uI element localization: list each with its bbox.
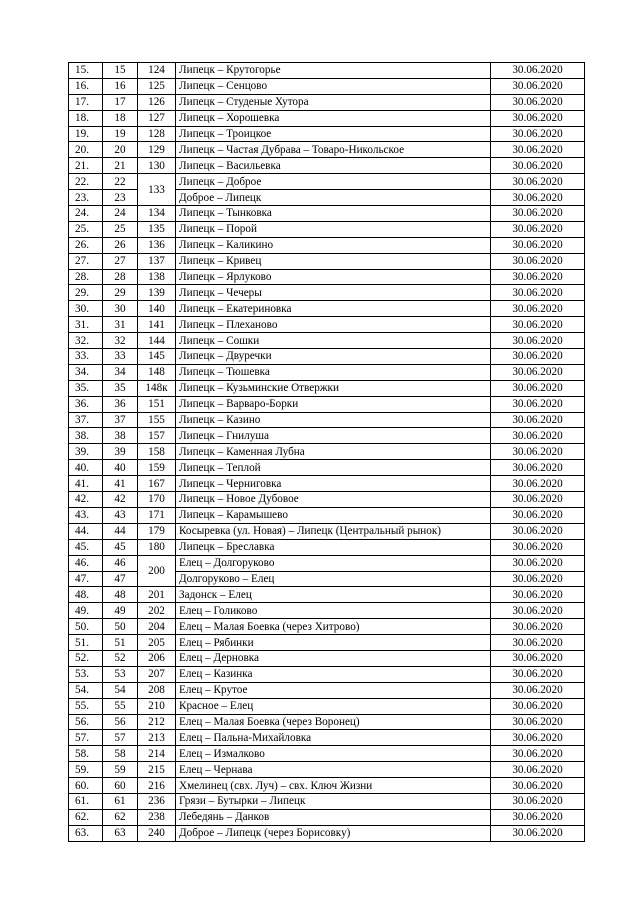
table-row	[69, 412, 585, 428]
route-name-cell: Липецк – Ярлуково	[176, 269, 491, 285]
date-cell: 30.06.2020	[491, 793, 585, 809]
row-number-cell: 18.	[69, 110, 103, 126]
row-number-cell: 63.	[69, 825, 103, 841]
date-cell: 30.06.2020	[491, 492, 585, 508]
route-number-cell: 216	[138, 778, 176, 794]
route-number-cell: 135	[138, 221, 176, 237]
routes-table	[68, 62, 585, 842]
table-row	[69, 364, 585, 380]
table-row	[69, 746, 585, 762]
date-cell: 30.06.2020	[491, 587, 585, 603]
ordinal-cell: 35	[103, 380, 138, 396]
route-name-cell: Елец – Рябинки	[176, 635, 491, 651]
ordinal-cell: 58	[103, 746, 138, 762]
table-row	[69, 507, 585, 523]
table-row	[69, 650, 585, 666]
table-row	[69, 778, 585, 794]
row-number-cell: 33.	[69, 349, 103, 365]
ordinal-cell: 19	[103, 126, 138, 142]
ordinal-cell: 57	[103, 730, 138, 746]
route-number-cell: 200	[138, 555, 176, 587]
route-name-cell: Липецк – Екатериновка	[176, 301, 491, 317]
date-cell: 30.06.2020	[491, 78, 585, 94]
date-cell: 30.06.2020	[491, 825, 585, 841]
row-number-cell: 53.	[69, 666, 103, 682]
ordinal-cell: 50	[103, 619, 138, 635]
row-number-cell: 59.	[69, 762, 103, 778]
ordinal-cell: 31	[103, 317, 138, 333]
ordinal-cell: 41	[103, 476, 138, 492]
date-cell: 30.06.2020	[491, 523, 585, 539]
ordinal-cell: 32	[103, 333, 138, 349]
date-cell: 30.06.2020	[491, 317, 585, 333]
table-row	[69, 635, 585, 651]
ordinal-cell: 60	[103, 778, 138, 794]
table-row	[69, 269, 585, 285]
route-name-cell: Елец – Измалково	[176, 746, 491, 762]
ordinal-cell: 48	[103, 587, 138, 603]
route-number-cell: 201	[138, 587, 176, 603]
date-cell: 30.06.2020	[491, 682, 585, 698]
row-number-cell: 40.	[69, 460, 103, 476]
ordinal-cell: 52	[103, 650, 138, 666]
row-number-cell: 26.	[69, 237, 103, 253]
row-number-cell: 24.	[69, 206, 103, 222]
row-number-cell: 57.	[69, 730, 103, 746]
route-name-cell: Липецк – Новое Дубовое	[176, 492, 491, 508]
route-number-cell: 157	[138, 428, 176, 444]
route-number-cell: 138	[138, 269, 176, 285]
route-number-cell: 125	[138, 78, 176, 94]
route-name-cell: Липецк – Доброе	[176, 174, 491, 190]
date-cell: 30.06.2020	[491, 476, 585, 492]
route-number-cell: 151	[138, 396, 176, 412]
date-cell: 30.06.2020	[491, 126, 585, 142]
date-cell: 30.06.2020	[491, 285, 585, 301]
route-name-cell: Липецк – Двуречки	[176, 349, 491, 365]
table-row	[69, 253, 585, 269]
row-number-cell: 39.	[69, 444, 103, 460]
row-number-cell: 41.	[69, 476, 103, 492]
ordinal-cell: 39	[103, 444, 138, 460]
route-name-cell: Хмелинец (свх. Луч) – свх. Ключ Жизни	[176, 778, 491, 794]
route-name-cell: Елец – Чернава	[176, 762, 491, 778]
route-name-cell: Липецк – Каменная Лубна	[176, 444, 491, 460]
route-name-cell: Елец – Пальна-Михайловка	[176, 730, 491, 746]
ordinal-cell: 37	[103, 412, 138, 428]
route-number-cell: 213	[138, 730, 176, 746]
row-number-cell: 55.	[69, 698, 103, 714]
route-number-cell: 171	[138, 507, 176, 523]
route-name-cell: Липецк – Троицкое	[176, 126, 491, 142]
route-number-cell: 205	[138, 635, 176, 651]
ordinal-cell: 61	[103, 793, 138, 809]
table-row	[69, 523, 585, 539]
row-number-cell: 34.	[69, 364, 103, 380]
ordinal-cell: 63	[103, 825, 138, 841]
table-row	[69, 158, 585, 174]
route-name-cell: Доброе – Липецк (через Борисовку)	[176, 825, 491, 841]
ordinal-cell: 18	[103, 110, 138, 126]
ordinal-cell: 16	[103, 78, 138, 94]
row-number-cell: 38.	[69, 428, 103, 444]
row-number-cell: 61.	[69, 793, 103, 809]
ordinal-cell: 51	[103, 635, 138, 651]
table-row	[69, 825, 585, 841]
route-name-cell: Елец – Голиково	[176, 603, 491, 619]
route-number-cell: 208	[138, 682, 176, 698]
table-row	[69, 221, 585, 237]
route-name-cell: Липецк – Каликино	[176, 237, 491, 253]
route-number-cell: 240	[138, 825, 176, 841]
route-name-cell: Липецк – Крутогорье	[176, 63, 491, 79]
date-cell: 30.06.2020	[491, 142, 585, 158]
row-number-cell: 42.	[69, 492, 103, 508]
row-number-cell: 32.	[69, 333, 103, 349]
table-row	[69, 603, 585, 619]
ordinal-cell: 47	[103, 571, 138, 587]
ordinal-cell: 46	[103, 555, 138, 571]
table-row	[69, 809, 585, 825]
route-name-cell: Долгоруково – Елец	[176, 571, 491, 587]
route-name-cell: Липецк – Кривец	[176, 253, 491, 269]
route-name-cell: Липецк – Сенцово	[176, 78, 491, 94]
date-cell: 30.06.2020	[491, 301, 585, 317]
date-cell: 30.06.2020	[491, 666, 585, 682]
date-cell: 30.06.2020	[491, 396, 585, 412]
table-row	[69, 492, 585, 508]
date-cell: 30.06.2020	[491, 762, 585, 778]
routes-table-body	[69, 63, 585, 842]
route-number-cell: 137	[138, 253, 176, 269]
date-cell: 30.06.2020	[491, 333, 585, 349]
route-number-cell: 139	[138, 285, 176, 301]
route-name-cell: Липецк – Варваро-Борки	[176, 396, 491, 412]
table-row	[69, 619, 585, 635]
route-number-cell: 136	[138, 237, 176, 253]
route-number-cell: 155	[138, 412, 176, 428]
route-name-cell: Липецк – Кузьминские Отвержки	[176, 380, 491, 396]
route-number-cell: 145	[138, 349, 176, 365]
table-row	[69, 460, 585, 476]
date-cell: 30.06.2020	[491, 746, 585, 762]
route-name-cell: Елец – Крутое	[176, 682, 491, 698]
row-number-cell: 15.	[69, 63, 103, 79]
route-number-cell: 127	[138, 110, 176, 126]
ordinal-cell: 56	[103, 714, 138, 730]
row-number-cell: 50.	[69, 619, 103, 635]
route-name-cell: Елец – Долгоруково	[176, 555, 491, 571]
table-row	[69, 793, 585, 809]
row-number-cell: 19.	[69, 126, 103, 142]
ordinal-cell: 62	[103, 809, 138, 825]
route-name-cell: Липецк – Тынковка	[176, 206, 491, 222]
route-name-cell: Липецк – Карамышево	[176, 507, 491, 523]
route-name-cell: Липецк – Сошки	[176, 333, 491, 349]
route-number-cell: 129	[138, 142, 176, 158]
date-cell: 30.06.2020	[491, 809, 585, 825]
date-cell: 30.06.2020	[491, 619, 585, 635]
route-number-cell: 141	[138, 317, 176, 333]
route-name-cell: Елец – Дерновка	[176, 650, 491, 666]
ordinal-cell: 45	[103, 539, 138, 555]
table-row	[69, 78, 585, 94]
row-number-cell: 47.	[69, 571, 103, 587]
ordinal-cell: 42	[103, 492, 138, 508]
route-number-cell: 167	[138, 476, 176, 492]
ordinal-cell: 25	[103, 221, 138, 237]
ordinal-cell: 36	[103, 396, 138, 412]
route-number-cell: 206	[138, 650, 176, 666]
route-number-cell: 214	[138, 746, 176, 762]
table-row	[69, 762, 585, 778]
table-row	[69, 206, 585, 222]
ordinal-cell: 29	[103, 285, 138, 301]
route-name-cell: Липецк – Чечеры	[176, 285, 491, 301]
table-row	[69, 317, 585, 333]
row-number-cell: 36.	[69, 396, 103, 412]
date-cell: 30.06.2020	[491, 539, 585, 555]
table-row	[69, 587, 585, 603]
ordinal-cell: 44	[103, 523, 138, 539]
route-name-cell: Липецк – Казино	[176, 412, 491, 428]
date-cell: 30.06.2020	[491, 63, 585, 79]
route-number-cell: 134	[138, 206, 176, 222]
route-number-cell: 133	[138, 174, 176, 206]
date-cell: 30.06.2020	[491, 190, 585, 206]
table-row	[69, 698, 585, 714]
date-cell: 30.06.2020	[491, 158, 585, 174]
row-number-cell: 46.	[69, 555, 103, 571]
row-number-cell: 48.	[69, 587, 103, 603]
table-row	[69, 174, 585, 190]
route-number-cell: 236	[138, 793, 176, 809]
ordinal-cell: 59	[103, 762, 138, 778]
date-cell: 30.06.2020	[491, 110, 585, 126]
row-number-cell: 23.	[69, 190, 103, 206]
ordinal-cell: 30	[103, 301, 138, 317]
route-name-cell: Липецк – Плеханово	[176, 317, 491, 333]
row-number-cell: 25.	[69, 221, 103, 237]
route-number-cell: 148к	[138, 380, 176, 396]
table-row	[69, 476, 585, 492]
row-number-cell: 22.	[69, 174, 103, 190]
row-number-cell: 21.	[69, 158, 103, 174]
ordinal-cell: 17	[103, 94, 138, 110]
row-number-cell: 30.	[69, 301, 103, 317]
table-row	[69, 333, 585, 349]
date-cell: 30.06.2020	[491, 221, 585, 237]
ordinal-cell: 40	[103, 460, 138, 476]
route-name-cell: Липецк – Хорошевка	[176, 110, 491, 126]
table-row	[69, 539, 585, 555]
route-name-cell: Елец – Малая Боевка (через Хитрово)	[176, 619, 491, 635]
date-cell: 30.06.2020	[491, 507, 585, 523]
ordinal-cell: 34	[103, 364, 138, 380]
route-number-cell: 148	[138, 364, 176, 380]
table-row	[69, 666, 585, 682]
ordinal-cell: 21	[103, 158, 138, 174]
route-name-cell: Липецк – Студеные Хутора	[176, 94, 491, 110]
route-name-cell: Липецк – Теплой	[176, 460, 491, 476]
route-number-cell: 158	[138, 444, 176, 460]
route-number-cell: 210	[138, 698, 176, 714]
ordinal-cell: 38	[103, 428, 138, 444]
route-name-cell: Липецк – Васильевка	[176, 158, 491, 174]
ordinal-cell: 53	[103, 666, 138, 682]
route-name-cell: Липецк – Черниговка	[176, 476, 491, 492]
date-cell: 30.06.2020	[491, 364, 585, 380]
route-number-cell: 144	[138, 333, 176, 349]
table-row	[69, 380, 585, 396]
date-cell: 30.06.2020	[491, 206, 585, 222]
ordinal-cell: 24	[103, 206, 138, 222]
row-number-cell: 45.	[69, 539, 103, 555]
date-cell: 30.06.2020	[491, 174, 585, 190]
row-number-cell: 49.	[69, 603, 103, 619]
route-name-cell: Красное – Елец	[176, 698, 491, 714]
route-number-cell: 179	[138, 523, 176, 539]
ordinal-cell: 22	[103, 174, 138, 190]
route-name-cell: Елец – Малая Боевка (через Воронец)	[176, 714, 491, 730]
route-name-cell: Липецк – Гнилуша	[176, 428, 491, 444]
row-number-cell: 31.	[69, 317, 103, 333]
row-number-cell: 16.	[69, 78, 103, 94]
route-name-cell: Липецк – Порой	[176, 221, 491, 237]
row-number-cell: 20.	[69, 142, 103, 158]
route-number-cell: 126	[138, 94, 176, 110]
row-number-cell: 37.	[69, 412, 103, 428]
table-row	[69, 428, 585, 444]
table-row	[69, 285, 585, 301]
route-number-cell: 212	[138, 714, 176, 730]
date-cell: 30.06.2020	[491, 237, 585, 253]
date-cell: 30.06.2020	[491, 412, 585, 428]
route-name-cell: Липецк – Частая Дубрава – Товаро-Никольское	[176, 142, 491, 158]
date-cell: 30.06.2020	[491, 778, 585, 794]
date-cell: 30.06.2020	[491, 380, 585, 396]
table-row	[69, 555, 585, 571]
ordinal-cell: 20	[103, 142, 138, 158]
route-name-cell: Елец – Казинка	[176, 666, 491, 682]
row-number-cell: 29.	[69, 285, 103, 301]
table-row	[69, 126, 585, 142]
route-number-cell: 215	[138, 762, 176, 778]
row-number-cell: 27.	[69, 253, 103, 269]
route-number-cell: 207	[138, 666, 176, 682]
row-number-cell: 43.	[69, 507, 103, 523]
date-cell: 30.06.2020	[491, 269, 585, 285]
row-number-cell: 44.	[69, 523, 103, 539]
table-row	[69, 110, 585, 126]
ordinal-cell: 43	[103, 507, 138, 523]
row-number-cell: 51.	[69, 635, 103, 651]
date-cell: 30.06.2020	[491, 730, 585, 746]
table-row	[69, 63, 585, 79]
route-name-cell: Косыревка (ул. Новая) – Липецк (Центральный рынок)	[176, 523, 491, 539]
row-number-cell: 35.	[69, 380, 103, 396]
route-number-cell: 128	[138, 126, 176, 142]
date-cell: 30.06.2020	[491, 698, 585, 714]
ordinal-cell: 15	[103, 63, 138, 79]
date-cell: 30.06.2020	[491, 571, 585, 587]
date-cell: 30.06.2020	[491, 253, 585, 269]
date-cell: 30.06.2020	[491, 603, 585, 619]
ordinal-cell: 54	[103, 682, 138, 698]
table-row	[69, 730, 585, 746]
date-cell: 30.06.2020	[491, 555, 585, 571]
table-row	[69, 682, 585, 698]
route-number-cell: 238	[138, 809, 176, 825]
date-cell: 30.06.2020	[491, 460, 585, 476]
table-row	[69, 444, 585, 460]
row-number-cell: 56.	[69, 714, 103, 730]
route-name-cell: Лебедянь – Данков	[176, 809, 491, 825]
route-number-cell: 140	[138, 301, 176, 317]
route-number-cell: 202	[138, 603, 176, 619]
row-number-cell: 62.	[69, 809, 103, 825]
ordinal-cell: 49	[103, 603, 138, 619]
date-cell: 30.06.2020	[491, 714, 585, 730]
route-name-cell: Липецк – Тюшевка	[176, 364, 491, 380]
table-row	[69, 714, 585, 730]
route-name-cell: Задонск – Елец	[176, 587, 491, 603]
table-row	[69, 237, 585, 253]
date-cell: 30.06.2020	[491, 428, 585, 444]
date-cell: 30.06.2020	[491, 650, 585, 666]
route-name-cell: Грязи – Бутырки – Липецк	[176, 793, 491, 809]
row-number-cell: 17.	[69, 94, 103, 110]
ordinal-cell: 28	[103, 269, 138, 285]
date-cell: 30.06.2020	[491, 444, 585, 460]
route-number-cell: 130	[138, 158, 176, 174]
row-number-cell: 28.	[69, 269, 103, 285]
row-number-cell: 60.	[69, 778, 103, 794]
ordinal-cell: 33	[103, 349, 138, 365]
table-row	[69, 301, 585, 317]
ordinal-cell: 27	[103, 253, 138, 269]
table-row	[69, 396, 585, 412]
table-row	[69, 349, 585, 365]
ordinal-cell: 26	[103, 237, 138, 253]
table-row	[69, 94, 585, 110]
route-number-cell: 204	[138, 619, 176, 635]
route-number-cell: 180	[138, 539, 176, 555]
route-name-cell: Липецк – Бреславка	[176, 539, 491, 555]
route-number-cell: 159	[138, 460, 176, 476]
ordinal-cell: 55	[103, 698, 138, 714]
route-name-cell: Доброе – Липецк	[176, 190, 491, 206]
row-number-cell: 58.	[69, 746, 103, 762]
row-number-cell: 54.	[69, 682, 103, 698]
route-number-cell: 124	[138, 63, 176, 79]
table-row	[69, 142, 585, 158]
route-number-cell: 170	[138, 492, 176, 508]
date-cell: 30.06.2020	[491, 94, 585, 110]
ordinal-cell: 23	[103, 190, 138, 206]
date-cell: 30.06.2020	[491, 635, 585, 651]
row-number-cell: 52.	[69, 650, 103, 666]
date-cell: 30.06.2020	[491, 349, 585, 365]
